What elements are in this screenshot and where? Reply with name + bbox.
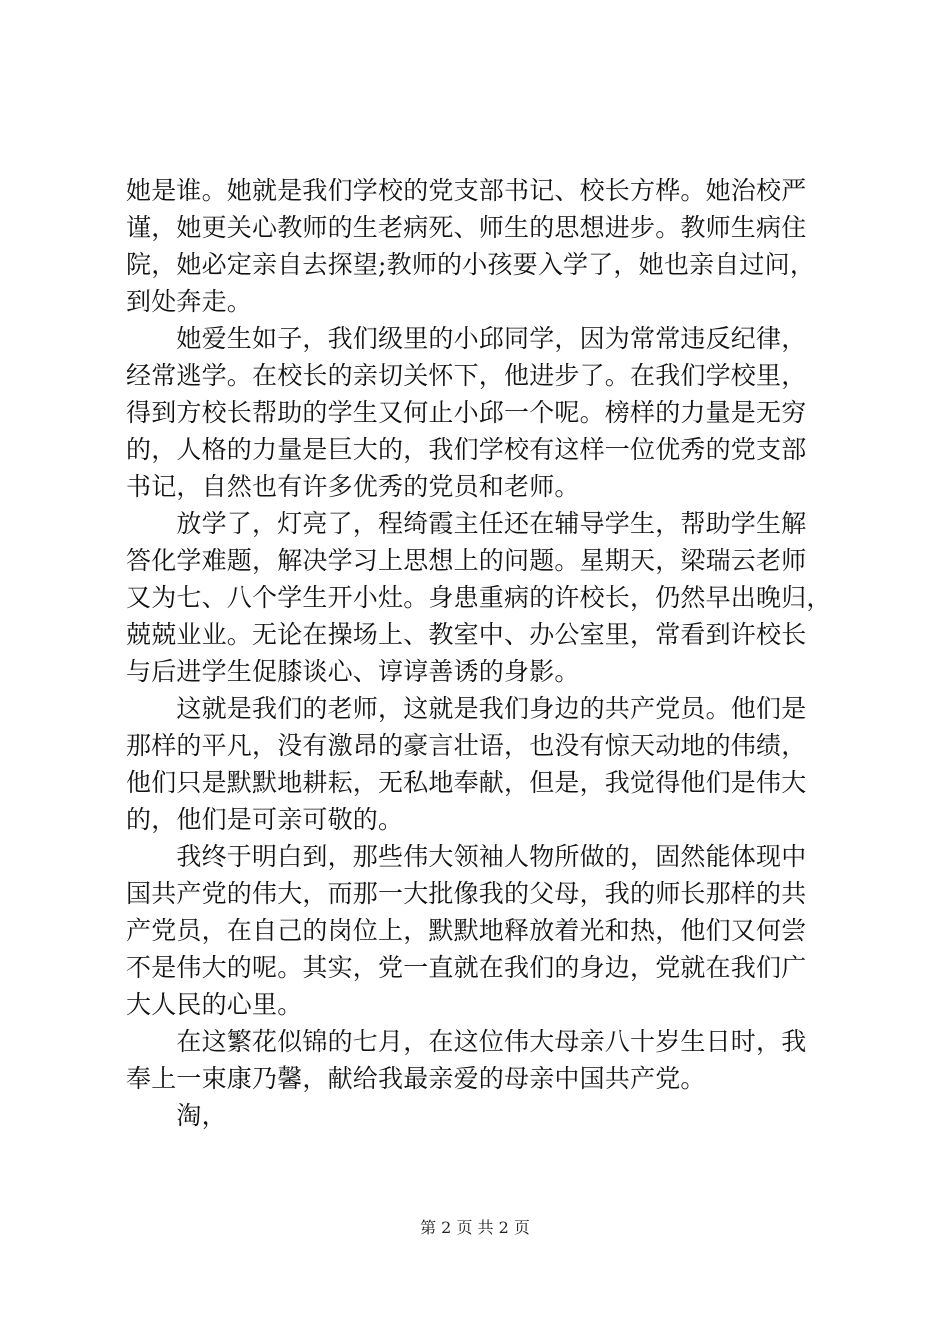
text-line: 的，他们是可亲可敬的。 [126,805,404,834]
text-line: 与后进学生促膝谈心、谆谆善诱的身影。 [126,657,580,686]
text-line: 到处奔走。 [126,287,253,316]
text-line: 答化学难题，解决学习上思想上的问题。星期天，梁瑞云老师 [126,546,807,575]
text-line: 这就是我们的老师，这就是我们身边的共产党员。他们是 [126,694,807,723]
text-line: 书记，自然也有许多优秀的党员和老师。 [126,472,580,501]
text-line: 国共产党的伟大，而那一大批像我的父母，我的师长那样的共 [126,879,807,908]
text-line: 得到方校长帮助的学生又何止小邱一个呢。榜样的力量是无穷 [126,398,807,427]
text-line: 在这繁花似锦的七月，在这位伟大母亲八十岁生日时，我 [126,1027,807,1056]
text-line: 大人民的心里。 [126,990,303,1019]
page-number-label: 第 2 页 共 2 页 [420,1218,530,1237]
text-line: 经常逃学。在校长的亲切关怀下，他进步了。在我们学校里， [126,361,807,390]
text-line: 那样的平凡，没有激昂的豪言壮语，也没有惊天动地的伟绩， [126,731,807,760]
text-line: 她是谁。她就是我们学校的党支部书记、校长方桦。她治校严 [126,176,807,205]
text-line: 她爱生如子，我们级里的小邱同学，因为常常违反纪律， [126,324,807,353]
text-line: 的，人格的力量是巨大的，我们学校有这样一位优秀的党支部 [126,435,807,464]
text-line: 淘， [126,1101,227,1130]
text-line: 放学了，灯亮了，程绮霞主任还在辅导学生，帮助学生解 [126,509,807,538]
text-line: 我终于明白到，那些伟大领袖人物所做的，固然能体现中 [126,842,807,871]
text-line: 兢兢业业。无论在操场上、教室中、办公室里，常看到许校长 [126,620,807,649]
text-line: 奉上一束康乃馨，献给我最亲爱的母亲中国共产党。 [126,1064,706,1093]
text-line: 谨，她更关心教师的生老病死、师生的思想进步。教师生病住 [126,213,807,242]
text-line: 产党员，在自己的岗位上，默默地释放着光和热，他们又何尝 [126,916,807,945]
page-footer [0,1217,950,1239]
text-line: 又为七、八个学生开小灶。身患重病的许校长，仍然早出晚归， [126,583,832,612]
text-line: 不是伟大的呢。其实，党一直就在我们的身边，党就在我们广 [126,953,807,982]
text-line: 院，她必定亲自去探望;教师的小孩要入学了，她也亲自过问， [126,250,816,279]
document-body [126,172,836,1134]
text-line: 他们只是默默地耕耘，无私地奉献，但是，我觉得他们是伟大 [126,768,807,797]
